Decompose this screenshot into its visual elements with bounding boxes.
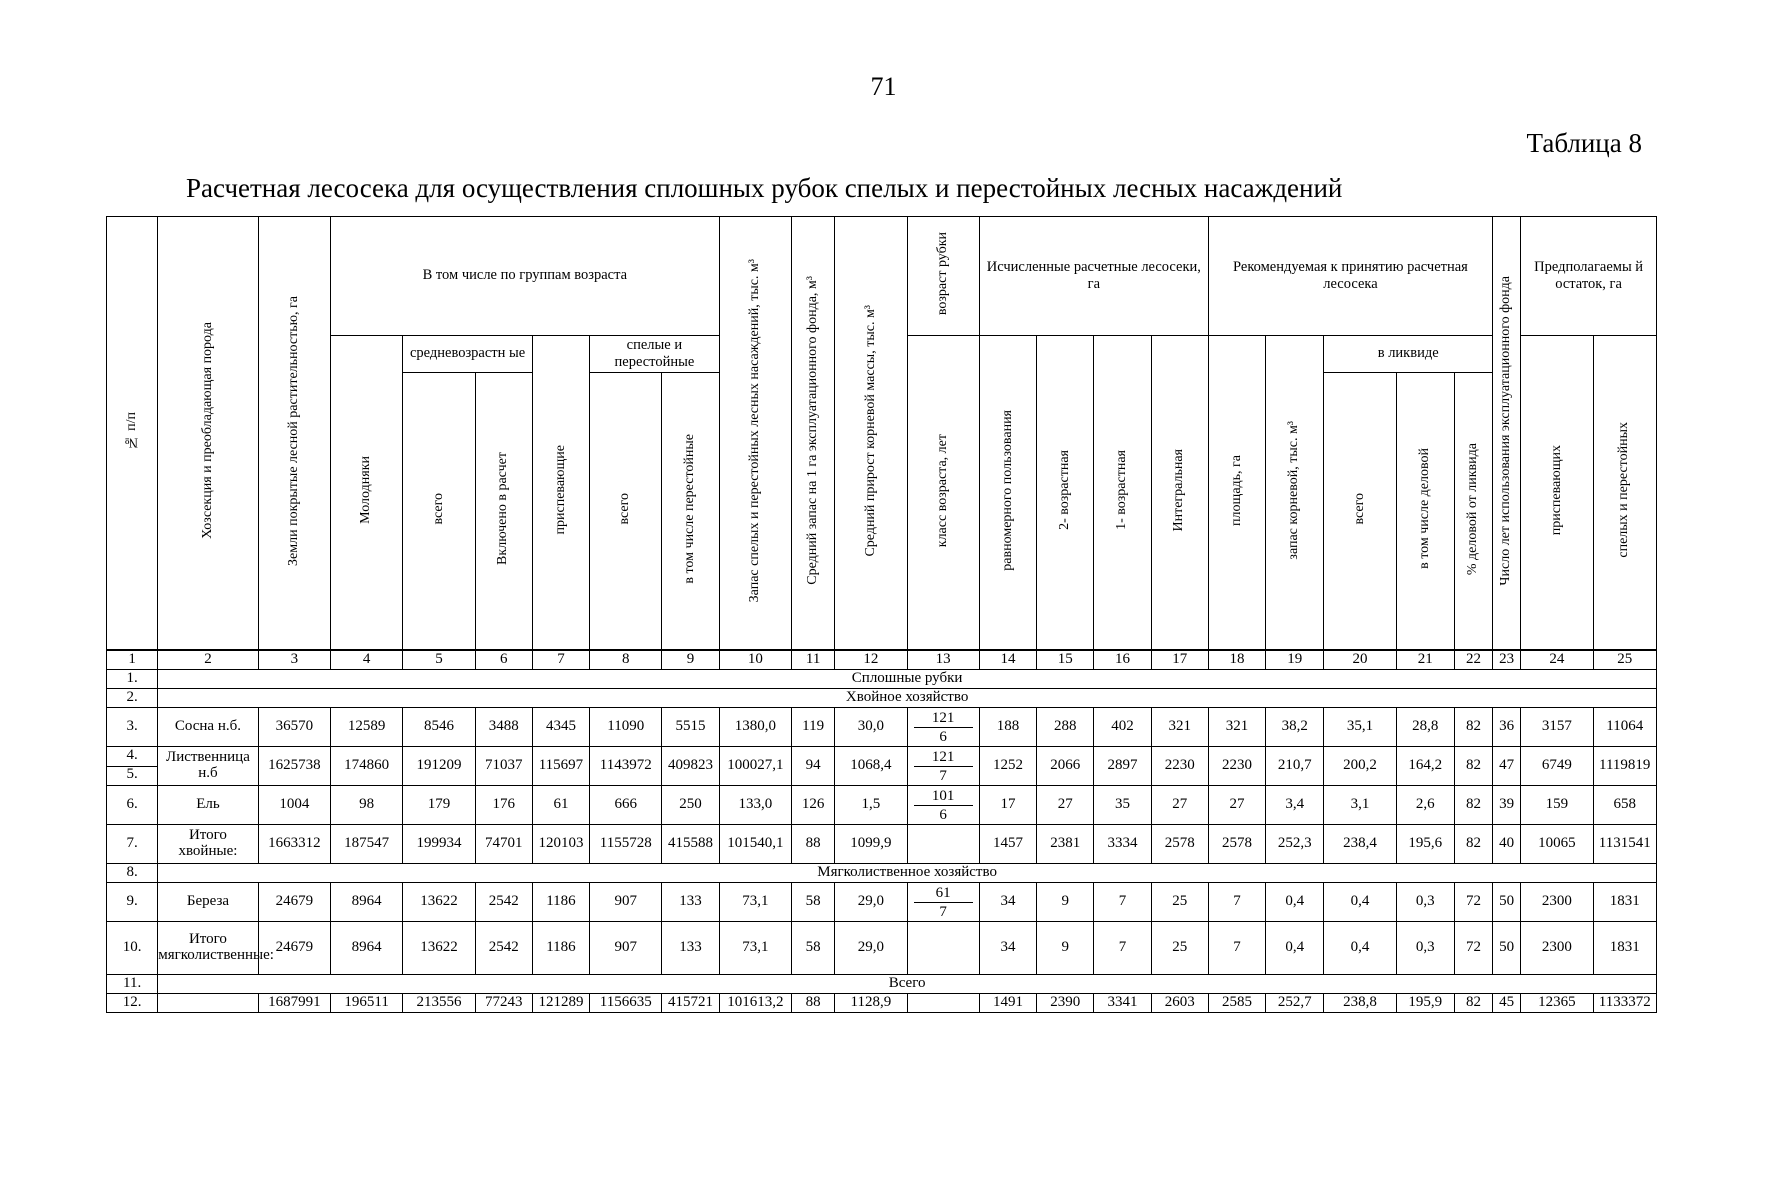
table-cell: 24679: [258, 883, 330, 922]
table-cell: 159: [1521, 786, 1593, 825]
table-cell: 58: [792, 922, 835, 975]
table-cell: 3341: [1094, 994, 1151, 1013]
table-cell: 188: [979, 708, 1036, 747]
header-row-1: [107, 217, 1657, 336]
species-name: Лиственница н.б: [158, 747, 258, 786]
table-cell: 115697: [532, 747, 589, 786]
table-cell: 45: [1493, 994, 1521, 1013]
table-cell: 35,1: [1324, 708, 1396, 747]
table-cell: 88: [792, 825, 835, 864]
section-row: [107, 975, 1657, 994]
table-cell: 288: [1037, 708, 1094, 747]
table-cell: 2603: [1151, 994, 1208, 1013]
column-number-row: [107, 650, 1657, 670]
table-cell: 82: [1454, 994, 1492, 1013]
age-class-value: 7: [939, 767, 947, 784]
table-cell: 252,3: [1266, 825, 1324, 864]
table-cell: 126: [792, 786, 835, 825]
table-cell: 176: [475, 786, 532, 825]
table-cell: 82: [1454, 708, 1492, 747]
table-cell: 13622: [403, 922, 475, 975]
table-cell: 252,7: [1266, 994, 1324, 1013]
table-cell: 321: [1151, 708, 1208, 747]
row-number: 9.: [107, 883, 158, 922]
colnum: 23: [1493, 650, 1521, 670]
table-cell: 658: [1593, 786, 1657, 825]
colnum: 13: [907, 650, 979, 670]
table-cell: 321: [1208, 708, 1265, 747]
table-cell: 61: [532, 786, 589, 825]
header-age-groups: В том числе по группам возраста: [330, 217, 719, 336]
age-class-value: 7: [939, 903, 947, 920]
table-cell: 71037: [475, 747, 532, 786]
table-cell: 77243: [475, 994, 532, 1013]
table-cell: 2381: [1037, 825, 1094, 864]
table-cell: 2300: [1521, 883, 1593, 922]
table-cell: 1380,0: [719, 708, 791, 747]
table-cell: 35: [1094, 786, 1151, 825]
header-overmature: в том числе перестойные: [662, 373, 719, 651]
table-cell: 1128,9: [835, 994, 907, 1013]
table-cell: 6749: [1521, 747, 1593, 786]
header-uniform: равномерного пользования: [979, 336, 1036, 651]
header-mature-total: всего: [590, 373, 662, 651]
header-business: в том числе деловой: [1396, 373, 1454, 651]
table-cell: 1131541: [1593, 825, 1657, 864]
table-cell: 13622: [403, 883, 475, 922]
forest-cut-table-container: [106, 216, 1657, 1013]
header-remainder: Предполагаемы й остаток, га: [1521, 217, 1657, 336]
table-cell: 402: [1094, 708, 1151, 747]
table-cell: 121289: [532, 994, 589, 1013]
table-cell: 9: [1037, 922, 1094, 975]
table-cell: 409823: [662, 747, 719, 786]
header-one-age: 1- возрастная: [1094, 336, 1151, 651]
table-cell: 12365: [1521, 994, 1593, 1013]
table-cell: 195,9: [1396, 994, 1454, 1013]
row-number: 12.: [107, 994, 158, 1013]
table-cell: 1831: [1593, 883, 1657, 922]
age-class-value: 6: [939, 806, 947, 823]
table-row: [107, 786, 1657, 825]
colnum: 6: [475, 650, 532, 670]
header-years: Число лет использования эксплуатационного фонда: [1493, 217, 1521, 651]
table-cell: 34: [979, 922, 1036, 975]
header-middle-incl: Включено в расчет: [475, 373, 532, 651]
age-class-value: 6: [939, 728, 947, 745]
header-middle: средневозрастн ые: [403, 336, 533, 373]
age-cell: [907, 786, 979, 825]
table-cell: 1625738: [258, 747, 330, 786]
colnum: 17: [1151, 650, 1208, 670]
table-cell: 5515: [662, 708, 719, 747]
table-row: [107, 994, 1657, 1013]
colnum: 7: [532, 650, 589, 670]
table-cell: 27: [1151, 786, 1208, 825]
table-cell: 174860: [330, 747, 402, 786]
species-name: Сосна н.б.: [158, 708, 258, 747]
header-calc-cuts: Исчисленные расчетные лесосеки, га: [979, 217, 1208, 336]
colnum: 22: [1454, 650, 1492, 670]
table-cell: 11064: [1593, 708, 1657, 747]
colnum: 12: [835, 650, 907, 670]
table-cell: 100027,1: [719, 747, 791, 786]
row-number: 10.: [107, 922, 158, 975]
table-cell: 0,3: [1396, 883, 1454, 922]
table-cell: 98: [330, 786, 402, 825]
header-approaching: приспевающие: [532, 336, 589, 651]
header-num: № п/п: [107, 217, 158, 651]
table-cell: 1186: [532, 922, 589, 975]
table-cell: 27: [1208, 786, 1265, 825]
table-label: Таблица 8: [1526, 128, 1642, 158]
header-avg-growth: Средний прирост корневой массы, тыс. м³: [835, 217, 907, 651]
table-cell: 195,6: [1396, 825, 1454, 864]
table-cell: 1186: [532, 883, 589, 922]
table-cell: 10065: [1521, 825, 1593, 864]
table-cell: 82: [1454, 825, 1492, 864]
table-cell: 2578: [1208, 825, 1265, 864]
table-cell: 36: [1493, 708, 1521, 747]
table-cell: 74701: [475, 825, 532, 864]
table-cell: 120103: [532, 825, 589, 864]
table-cell: 1004: [258, 786, 330, 825]
table-cell: 88: [792, 994, 835, 1013]
table-cell: 210,7: [1266, 747, 1324, 786]
table-cell: 907: [590, 922, 662, 975]
colnum: 4: [330, 650, 402, 670]
colnum: 3: [258, 650, 330, 670]
colnum: 14: [979, 650, 1036, 670]
table-cell: 1252: [979, 747, 1036, 786]
table-cell: 24679: [258, 922, 330, 975]
table-row: [107, 825, 1657, 864]
forest-cut-table: [106, 216, 1657, 1013]
cut-age-value: 121: [914, 748, 973, 767]
table-cell: 29,0: [835, 922, 907, 975]
table-cell: 1457: [979, 825, 1036, 864]
cut-age-value: 121: [914, 709, 973, 728]
table-row: [107, 747, 1657, 786]
table-cell: 27: [1037, 786, 1094, 825]
table-cell: 199934: [403, 825, 475, 864]
header-business-pct: % деловой от ликвида: [1454, 373, 1492, 651]
table-cell: 40: [1493, 825, 1521, 864]
table-cell: 3,4: [1266, 786, 1324, 825]
table-cell: 133,0: [719, 786, 791, 825]
table-cell: 187547: [330, 825, 402, 864]
age-cell: [907, 708, 979, 747]
species-name: [158, 994, 258, 1013]
header-cut-age: возраст рубки: [907, 217, 979, 336]
colnum: 19: [1266, 650, 1324, 670]
age-cell: [907, 747, 979, 786]
species-name: Ель: [158, 786, 258, 825]
table-cell: 250: [662, 786, 719, 825]
table-cell: 0,4: [1324, 922, 1396, 975]
table-cell: 7: [1208, 883, 1265, 922]
colnum: 9: [662, 650, 719, 670]
table-cell: 191209: [403, 747, 475, 786]
header-two-age: 2- возрастная: [1037, 336, 1094, 651]
header-rem-mature: спелых и перестойных: [1593, 336, 1657, 651]
colnum: 25: [1593, 650, 1657, 670]
species-name: Береза: [158, 883, 258, 922]
table-cell: 907: [590, 883, 662, 922]
age-cell: [907, 883, 979, 922]
table-cell: 2542: [475, 883, 532, 922]
table-cell: 3334: [1094, 825, 1151, 864]
table-cell: 4345: [532, 708, 589, 747]
header-rem-approaching: приспевающих: [1521, 336, 1593, 651]
table-cell: 50: [1493, 922, 1521, 975]
colnum: 20: [1324, 650, 1396, 670]
row-number: 8.: [107, 864, 158, 883]
colnum: 24: [1521, 650, 1593, 670]
header-mature: спелые и перестойные: [590, 336, 720, 373]
table-cell: 9: [1037, 883, 1094, 922]
cut-age-value: 61: [914, 884, 973, 903]
table-cell: 34: [979, 883, 1036, 922]
table-cell: 1663312: [258, 825, 330, 864]
table-cell: 101613,2: [719, 994, 791, 1013]
table-cell: 25: [1151, 922, 1208, 975]
header-liquid: в ликвиде: [1324, 336, 1493, 373]
table-cell: 38,2: [1266, 708, 1324, 747]
table-cell: 72: [1454, 883, 1492, 922]
table-cell: 72: [1454, 922, 1492, 975]
table-cell: 0,4: [1266, 922, 1324, 975]
table-cell: 133: [662, 922, 719, 975]
table-cell: 2230: [1151, 747, 1208, 786]
table-cell: 101540,1: [719, 825, 791, 864]
colnum: 2: [158, 650, 258, 670]
table-cell: 7: [1094, 922, 1151, 975]
colnum: 10: [719, 650, 791, 670]
table-cell: 2300: [1521, 922, 1593, 975]
table-cell: 1119819: [1593, 747, 1657, 786]
species-name: Итого мягколиственные:: [158, 922, 258, 975]
header-age-class: класс возраста, лет: [907, 336, 979, 651]
header-root-stock: запас корневой, тыс. м³: [1266, 336, 1324, 651]
colnum: 11: [792, 650, 835, 670]
section-row: [107, 670, 1657, 689]
table-cell: 0,3: [1396, 922, 1454, 975]
header-stock: Запас спелых и перестойных лесных насаждений, тыс. м³: [719, 217, 791, 651]
table-cell: 2066: [1037, 747, 1094, 786]
table-cell: 3488: [475, 708, 532, 747]
table-cell: 2897: [1094, 747, 1151, 786]
colnum: 8: [590, 650, 662, 670]
header-area: Земли покрытые лесной растительностью, га: [258, 217, 330, 651]
table-cell: 200,2: [1324, 747, 1396, 786]
table-cell: 8964: [330, 883, 402, 922]
species-name: Итого хвойные:: [158, 825, 258, 864]
header-avg-stock: Средний запас на 1 га эксплуатационного фонда, м³: [792, 217, 835, 651]
table-cell: 73,1: [719, 883, 791, 922]
table-cell: 2230: [1208, 747, 1265, 786]
table-row: [107, 883, 1657, 922]
colnum: 15: [1037, 650, 1094, 670]
table-cell: 58: [792, 883, 835, 922]
table-cell: 238,4: [1324, 825, 1396, 864]
row-number: 3.: [107, 708, 158, 747]
row-number: 2.: [107, 689, 158, 708]
table-cell: 666: [590, 786, 662, 825]
table-cell: 1133372: [1593, 994, 1657, 1013]
table-cell: 2542: [475, 922, 532, 975]
table-cell: 1068,4: [835, 747, 907, 786]
table-cell: 1155728: [590, 825, 662, 864]
table-cell: 28,8: [1396, 708, 1454, 747]
age-cell: [907, 994, 979, 1013]
row-number: [107, 747, 158, 786]
table-cell: 94: [792, 747, 835, 786]
table-cell: 73,1: [719, 922, 791, 975]
table-cell: 3157: [1521, 708, 1593, 747]
table-cell: 30,0: [835, 708, 907, 747]
header-young: Молодняки: [330, 336, 402, 651]
table-cell: 196511: [330, 994, 402, 1013]
header-liquid-total: всего: [1324, 373, 1396, 651]
header-area-ha: площадь, га: [1208, 336, 1265, 651]
section-label: Всего: [158, 975, 1657, 994]
header-integral: Интегральная: [1151, 336, 1208, 651]
section-label: Мягколиственное хозяйство: [158, 864, 1657, 883]
row-number-a: 4.: [107, 748, 157, 767]
age-cell: [907, 922, 979, 975]
header-middle-total: всего: [403, 373, 475, 651]
header-species: Хозсекция и преобладающая порода: [158, 217, 258, 651]
table-cell: 29,0: [835, 883, 907, 922]
table-cell: 2578: [1151, 825, 1208, 864]
table-cell: 8546: [403, 708, 475, 747]
table-cell: 0,4: [1324, 883, 1396, 922]
section-row: [107, 864, 1657, 883]
table-cell: 238,8: [1324, 994, 1396, 1013]
colnum: 5: [403, 650, 475, 670]
table-cell: 213556: [403, 994, 475, 1013]
table-cell: 2585: [1208, 994, 1265, 1013]
table-cell: 3,1: [1324, 786, 1396, 825]
table-cell: 133: [662, 883, 719, 922]
header-recommended: Рекомендуемая к принятию расчетная лесосека: [1208, 217, 1492, 336]
table-cell: 2390: [1037, 994, 1094, 1013]
table-row: [107, 708, 1657, 747]
table-cell: 1687991: [258, 994, 330, 1013]
colnum: 21: [1396, 650, 1454, 670]
table-cell: 82: [1454, 786, 1492, 825]
table-cell: 1,5: [835, 786, 907, 825]
table-cell: 17: [979, 786, 1036, 825]
table-cell: 179: [403, 786, 475, 825]
row-number-b: 5.: [126, 765, 138, 782]
table-cell: 39: [1493, 786, 1521, 825]
table-cell: 2,6: [1396, 786, 1454, 825]
table-cell: 25: [1151, 883, 1208, 922]
table-cell: 47: [1493, 747, 1521, 786]
row-number: 6.: [107, 786, 158, 825]
table-cell: 1491: [979, 994, 1036, 1013]
age-cell: [907, 825, 979, 864]
section-label: Сплошные рубки: [158, 670, 1657, 689]
table-cell: 1831: [1593, 922, 1657, 975]
table-cell: 7: [1208, 922, 1265, 975]
table-cell: 0,4: [1266, 883, 1324, 922]
colnum: 1: [107, 650, 158, 670]
table-cell: 415588: [662, 825, 719, 864]
section-row: [107, 689, 1657, 708]
cut-age-value: 101: [914, 787, 973, 806]
table-cell: 415721: [662, 994, 719, 1013]
row-number: 11.: [107, 975, 158, 994]
table-cell: 8964: [330, 922, 402, 975]
table-cell: 7: [1094, 883, 1151, 922]
table-cell: 82: [1454, 747, 1492, 786]
document-title: Расчетная лесосека для осуществления сплошных рубок спелых и перестойных лесных насаждений: [186, 173, 1343, 203]
table-cell: 1099,9: [835, 825, 907, 864]
table-cell: 119: [792, 708, 835, 747]
table-cell: 12589: [330, 708, 402, 747]
section-label: Хвойное хозяйство: [158, 689, 1657, 708]
table-cell: 164,2: [1396, 747, 1454, 786]
table-row: [107, 922, 1657, 975]
table-cell: 36570: [258, 708, 330, 747]
colnum: 18: [1208, 650, 1265, 670]
table-cell: 50: [1493, 883, 1521, 922]
table-cell: 11090: [590, 708, 662, 747]
table-cell: 1156635: [590, 994, 662, 1013]
colnum: 16: [1094, 650, 1151, 670]
table-cell: 1143972: [590, 747, 662, 786]
page-number: 71: [870, 72, 897, 101]
row-number: 1.: [107, 670, 158, 689]
row-number: 7.: [107, 825, 158, 864]
